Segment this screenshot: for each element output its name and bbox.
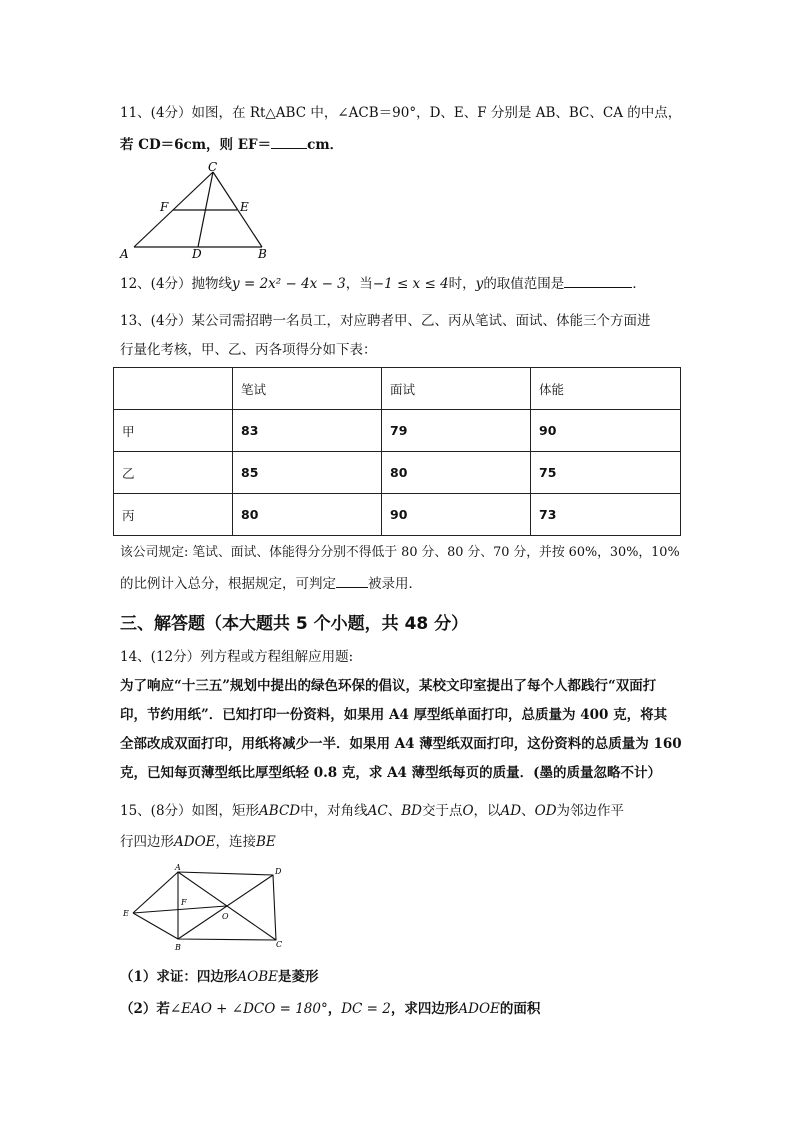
q13-line2: 行量化考核，甲、乙、丙各项得分如下表： [120,342,377,358]
q15-text: 、 [521,803,535,819]
q15-diagonal-bd [178,875,273,939]
q15-math: BE [256,834,276,850]
q14-line1: 14、(12分）列方程或方程组解应用题: [120,649,354,665]
table-row [114,452,681,494]
q15-math: AOBE [237,969,278,985]
q15-text: （1）求证：四边形 [120,969,238,985]
q15-line2 [120,832,276,852]
q15-text: ，求四边形 [390,1001,459,1017]
table-header-cell: 面试 [382,368,531,410]
q15-math: O [462,803,474,819]
table-row [114,494,681,536]
q12-line [120,273,646,294]
q12-var: y [475,276,484,292]
q15-math: ADOE [174,834,216,850]
q13-answer-blank [336,573,368,588]
q13-after2 [120,573,422,594]
q11-label-f: F [160,200,169,214]
q12-equation: y = 2x² − 4x − 3 [232,276,346,292]
q15-label-o: O [222,912,229,921]
q15-math: AD [500,803,522,819]
q11-label-b: B [258,247,267,261]
q11-answer-blank [271,134,307,149]
table-cell: 80 [382,452,531,494]
table-cell: 75 [531,452,681,494]
q15-math: OD [534,803,557,819]
q12-suffix2: 的取值范围是 [483,276,565,292]
q15-segment-eo [133,906,226,913]
q11-line2 [120,134,343,155]
table-cell-candidate: 乙 [114,452,233,494]
q11-label-a: A [120,247,129,261]
q11-label-d: D [192,247,202,261]
q15-sub1 [120,967,319,987]
section-title: 三、解答题（本大题共 5 个小题，共 48 分） [120,614,469,634]
q15-math: ADOE [458,1001,500,1017]
q15-label-d: D [275,867,282,876]
q14-line4: 全部改成双面打印，用纸将减少一半．如果用 A4 薄型纸双面打印，这份资料的总质量为 160 [120,736,682,752]
q15-label-f: F [181,898,187,907]
table-cell: 90 [531,410,681,452]
q11-label-e: E [240,200,249,214]
table-cell: 83 [233,410,382,452]
table-header-cell: 体能 [531,368,681,410]
q15-text: 、 [387,803,402,819]
q15-rectangle-diagram [118,862,288,954]
q15-text: ，以 [473,803,501,819]
q11-triangle-diagram [112,160,282,264]
q15-text: （2）若 [120,1001,170,1017]
q15-sub2 [120,999,540,1019]
table-header-cell: 笔试 [233,368,382,410]
q13-after2-text: 的比例计入总分，根据规定，可判定 [120,576,336,592]
q15-text: 中，对角线 [300,803,368,819]
table-header-row [114,368,681,410]
table-cell: 85 [233,452,382,494]
q11-line1: 11、(4分）如图，在 Rt△ABC 中，∠ACB＝90°，D、E、F 分别是 AB、BC、CA 的中点， [120,105,682,121]
q14-line2: 为了响应“十三五”规划中提出的绿色环保的倡议，某校文印室提出了每个人都践行“双面打 [120,678,657,694]
q12-condition: −1 ≤ x ≤ 4 [372,276,449,292]
table-cell-candidate: 丙 [114,494,233,536]
q15-math: ABCD [259,803,301,819]
q15-label-b: B [175,943,181,952]
q15-text: 的面积 [499,1001,541,1017]
q15-label-e: E [123,909,129,918]
table-cell: 80 [233,494,382,536]
q14-line3: 印，节约用纸”．已知打印一份资料，如果用 A4 厚型纸单面打印，总质量为 400 克，将其 [120,707,668,723]
q13-after1: 该公司规定: 笔试、面试、体能得分分别不得低于 80 分、80 分、70 分，并按 60%，30%，10% [120,545,680,560]
table-cell: 79 [382,410,531,452]
q15-segment-eb [133,913,178,939]
q13-line1: 13、(4分）某公司需招聘一名员工，对应聘者甲、乙、丙从笔试、面试、体能三个方面进 [120,313,651,329]
q15-text: 为邻边作平 [556,803,625,819]
q11-line2-text: 若 CD＝6cm，则 EF＝ [120,137,272,153]
q15-math: BD [401,803,422,819]
q15-line1 [120,801,624,821]
q15-math: DC = 2 [341,1001,391,1017]
table-cell-candidate: 甲 [114,410,233,452]
q13-after2-end: 被录用． [368,576,422,592]
q15-label-a: A [175,863,181,872]
q15-text: ， [327,1001,342,1017]
q12-end: ． [632,276,646,292]
q12-middle: ，当 [345,276,373,292]
q15-math: ∠EAO + ∠DCO = 180° [169,1001,328,1017]
q15-text: 交于点 [421,803,463,819]
q15-label-c: C [276,940,283,949]
q12-answer-blank [564,273,632,288]
q13-score-table [113,367,681,536]
q12-prefix: 12、(4分）抛物线 [120,276,233,292]
table-header-cell [114,368,233,410]
q15-math: AC [367,803,388,819]
q12-suffix: 时， [448,276,476,292]
table-cell: 90 [382,494,531,536]
q15-text: 是菱形 [278,969,319,985]
table-cell: 73 [531,494,681,536]
q15-text: 15、(8分）如图，矩形 [120,803,260,819]
q11-line2-unit: cm． [307,137,344,153]
q11-label-c: C [208,160,218,174]
table-row [114,410,681,452]
q14-line5: 克，已知每页薄型纸比厚型纸轻 0.8 克，求 A4 薄型纸每页的质量．(墨的质量忽略不计） [120,765,662,781]
q15-text: ，连接 [215,834,256,850]
q15-segment-ea [133,872,178,913]
q15-text: 行四边形 [120,834,174,850]
